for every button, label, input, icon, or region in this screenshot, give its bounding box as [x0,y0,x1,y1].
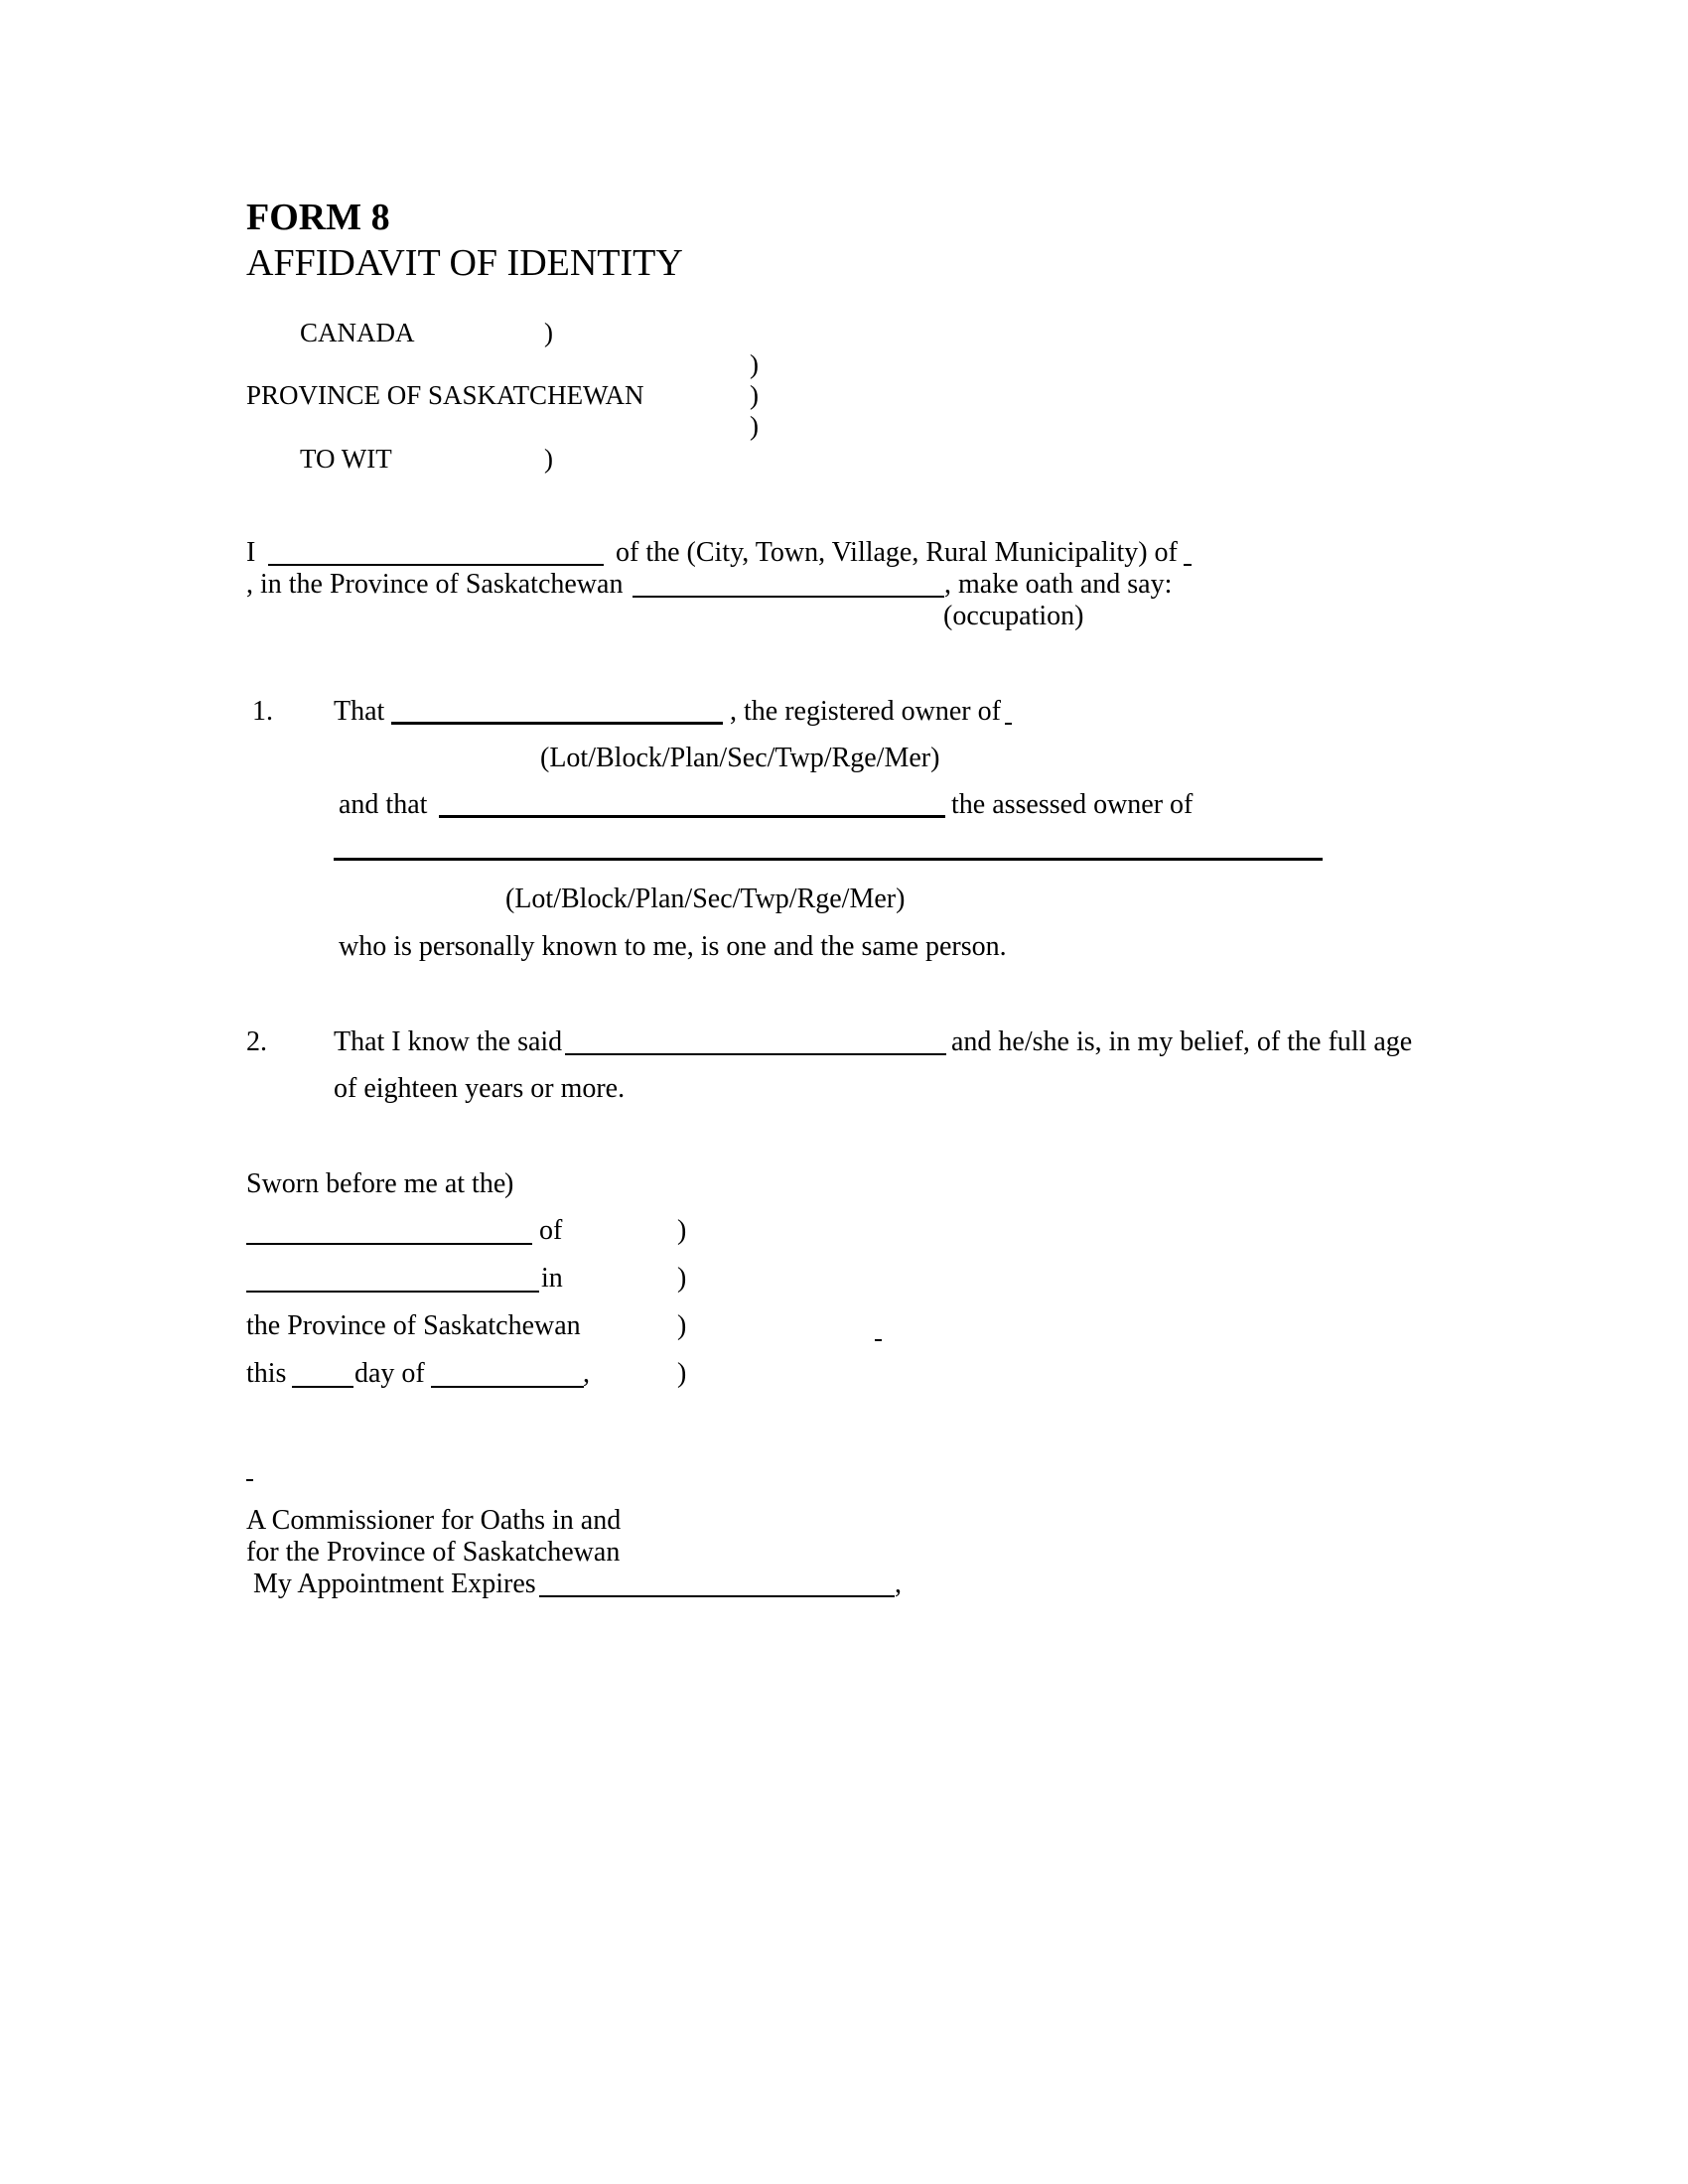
commissioner-signature-field[interactable] [246,1479,253,1481]
venue-paren: ) [750,411,759,441]
clause-2-number: 2. [246,1026,267,1057]
intro-make-oath: , make oath and say: [944,569,1173,600]
jurat-province: the Province of Saskatchewan [246,1310,581,1341]
commissioner-expires: My Appointment Expires [253,1569,536,1599]
deponent-signature-field[interactable] [875,1339,882,1341]
clause-1-and-that: and that [339,789,428,820]
occupation-caption: (occupation) [943,601,1084,631]
clause-2-full-age: and he/she is, in my belief, of the full age [951,1026,1413,1057]
lot-caption: (Lot/Block/Plan/Sec/Twp/Rge/Mer) [505,884,906,914]
commissioner-comma: , [895,1569,902,1599]
appointment-expiry-field[interactable] [539,1595,895,1597]
jurat-paren: ) [677,1358,687,1389]
intro-i: I [246,537,256,568]
clause-1-known: who is personally known to me, is one and the same person. [339,931,1007,962]
registered-land-field[interactable] [1005,723,1012,725]
form-number: FORM 8 [246,197,390,238]
commissioner-line-1: A Commissioner for Oaths in and [246,1505,622,1536]
venue-paren: ) [544,444,553,474]
intro-in-province: , in the Province of Saskatchewan [246,569,624,600]
commissioner-line-2: for the Province of Saskatchewan [246,1537,621,1568]
jurat-sworn: Sworn before me at the [246,1168,506,1199]
registered-owner-name-field[interactable] [391,722,723,725]
jurat-paren: ) [677,1310,687,1341]
sworn-municipality-field[interactable] [246,1291,539,1293]
venue-paren: ) [544,318,553,347]
clause-1-registered-owner: , the registered owner of [730,696,1001,727]
assessed-owner-name-field[interactable] [439,815,945,818]
clause-2-know-said: That I know the said [334,1026,563,1057]
assessed-land-field[interactable] [334,858,1323,861]
page-title: AFFIDAVIT OF IDENTITY [246,242,683,284]
intro-of-city: of the (City, Town, Village, Rural Municipality) of [616,537,1178,568]
venue-paren: ) [750,380,759,410]
venue-to-wit: TO WIT [300,444,392,474]
said-person-field[interactable] [565,1053,946,1055]
occupation-field[interactable] [633,596,944,598]
sworn-place-field[interactable] [246,1243,532,1245]
clause-2-eighteen: of eighteen years or more. [334,1073,626,1104]
jurat-paren: ) [677,1263,687,1294]
lot-caption: (Lot/Block/Plan/Sec/Twp/Rge/Mer) [540,743,940,773]
jurat-comma: , [583,1358,590,1389]
deponent-name-field[interactable] [268,564,604,566]
clause-1-that: That [334,696,385,727]
jurat-paren: ) [677,1215,687,1246]
month-field[interactable] [431,1386,584,1388]
jurat-paren: ) [504,1168,514,1199]
clause-1-number: 1. [252,696,273,727]
jurat-this: this [246,1358,287,1389]
clause-1-assessed-owner: the assessed owner of [951,789,1194,820]
day-field[interactable] [292,1386,353,1388]
jurat-day-of: day of [354,1358,425,1389]
venue-canada: CANADA [300,318,415,347]
venue-paren: ) [750,349,759,379]
venue-province: PROVINCE OF SASKATCHEWAN [246,380,644,410]
jurat-of: of [539,1215,563,1246]
municipality-field[interactable] [1184,564,1192,566]
jurat-in: in [541,1263,563,1294]
